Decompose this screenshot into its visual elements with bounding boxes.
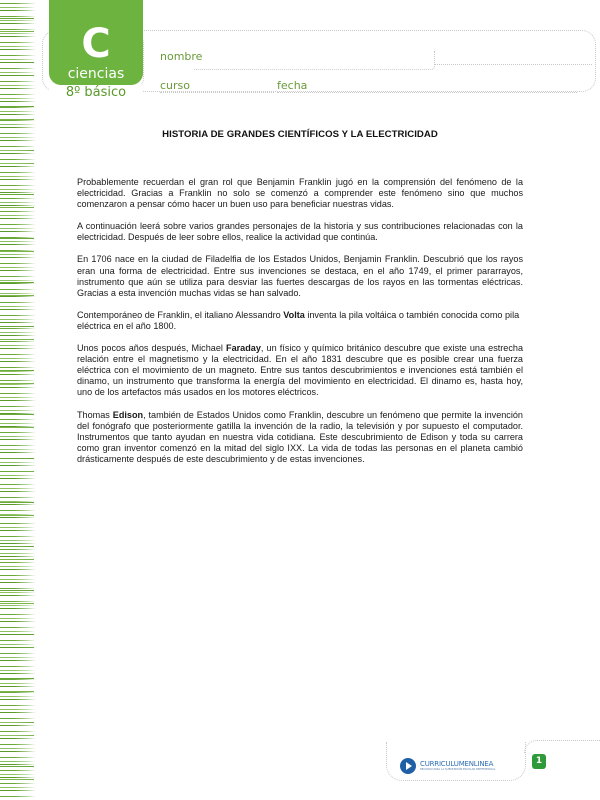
document-title: HISTORIA DE GRANDES CIENTÍFICOS Y LA ELECTRICIDAD	[162, 129, 438, 141]
page-number-badge: 1	[532, 754, 546, 769]
brand-name: CURRICULUMENLINEA	[420, 759, 494, 768]
volta-name: Volta	[283, 309, 305, 320]
curso-field[interactable]	[160, 92, 274, 93]
volta-text-after: inventa la pila voltáica o también conocida como pila eléctrica en el año 1800.	[77, 309, 520, 331]
paragraph-intro: Probablemente recuerdan el gran rol que Benjamin Franklin jugó en la comprensión del fenómeno de la electricidad. Gracias a Franklin no solo se comenzó a comprender este fenómeno sino que muchos comenzaron a pensar cómo hacer un buen uso para beneficiar nuestras vidas.	[77, 177, 523, 210]
edison-text-after: , también de Estados Unidos como Franklin, descubre un fenómeno que permite la invención del fonógrafo que posteriormente gatilla la invención de la radio, la televisión y por supuesto el computador. Instrumentos que tanto ayudan en nuestra vida cotidiana. Este descubrimiento de Edison y toda su carrera como gran inventor comenzó en la mitad del siglo IXX. La vida de todas las personas en el planeta cambió drásticamente después de este descubrimiento y de estas invenciones.	[77, 409, 523, 464]
brand-tagline: RECURSO PARA LA SUBVENCIÓN ESCOLAR PREFERENCIAL	[420, 767, 496, 771]
paragraph-volta	[77, 310, 523, 332]
faraday-text-after: , un físico y químico británico descubre que existe una estrecha relación entre el magnetismo y la electricidad. En el año 1831 descubre que es posible crear una fuerza eléctrica con el movimiento de un magneto. Entre sus tantos descubrimientos e invenciones está también el dinamo, un instrumento que transforma la energía del movimiento en electricidad. El dinamo es, hasta hoy, uno de los artefactos más usados en los motores eléctricos.	[77, 343, 524, 398]
faraday-name: Faraday	[226, 343, 261, 354]
faraday-text-before: Unos pocos años después, Michael	[77, 343, 227, 354]
subject-logo	[49, 0, 143, 85]
edison-text-before: Thomas	[77, 409, 113, 420]
logo-subject: ciencias	[67, 66, 125, 82]
fecha-field[interactable]	[277, 92, 577, 93]
play-arrow-icon	[400, 758, 416, 774]
edison-name: Edison	[112, 409, 144, 420]
logo-letter: C	[81, 21, 111, 67]
footer-frame-right	[524, 740, 600, 753]
document-body	[77, 177, 523, 476]
paragraph-edison	[77, 410, 523, 465]
grade-label: 8º básico	[49, 85, 143, 101]
nombre-label: nombre	[160, 50, 203, 63]
volta-text-before: Contemporáneo de Franklin, el italiano Alessandro	[77, 309, 284, 320]
left-decorative-stripes-fine	[0, 0, 36, 800]
paragraph-faraday	[77, 343, 523, 398]
curriculum-brand	[400, 757, 495, 775]
curso-label: curso	[160, 79, 191, 92]
fecha-label: fecha	[277, 79, 308, 92]
paragraph-franklin: En 1706 nace en la ciudad de Filadelfia de los Estados Unidos, Benjamin Franklin. Descubrió que los rayos eran una forma de electricidad. Entre sus invenciones se destaca, en el año 1749, el primer pararrayos, instrumento que aún se utiliza para desviar las fuertes descargas de los rayos en las tormentas eléctricas. Gracias a esta invención muchas vidas se han salvado.	[77, 254, 523, 298]
brand-text	[420, 761, 495, 772]
nombre-field[interactable]	[194, 51, 435, 70]
nombre-field-extension[interactable]	[434, 64, 592, 65]
paragraph-instructions: A continuación leerá sobre varios grandes personajes de la historia y sus contribuciones relacionadas con la electricidad. Después de leer sobre ellos, realice la actividad que continúa.	[77, 221, 523, 243]
